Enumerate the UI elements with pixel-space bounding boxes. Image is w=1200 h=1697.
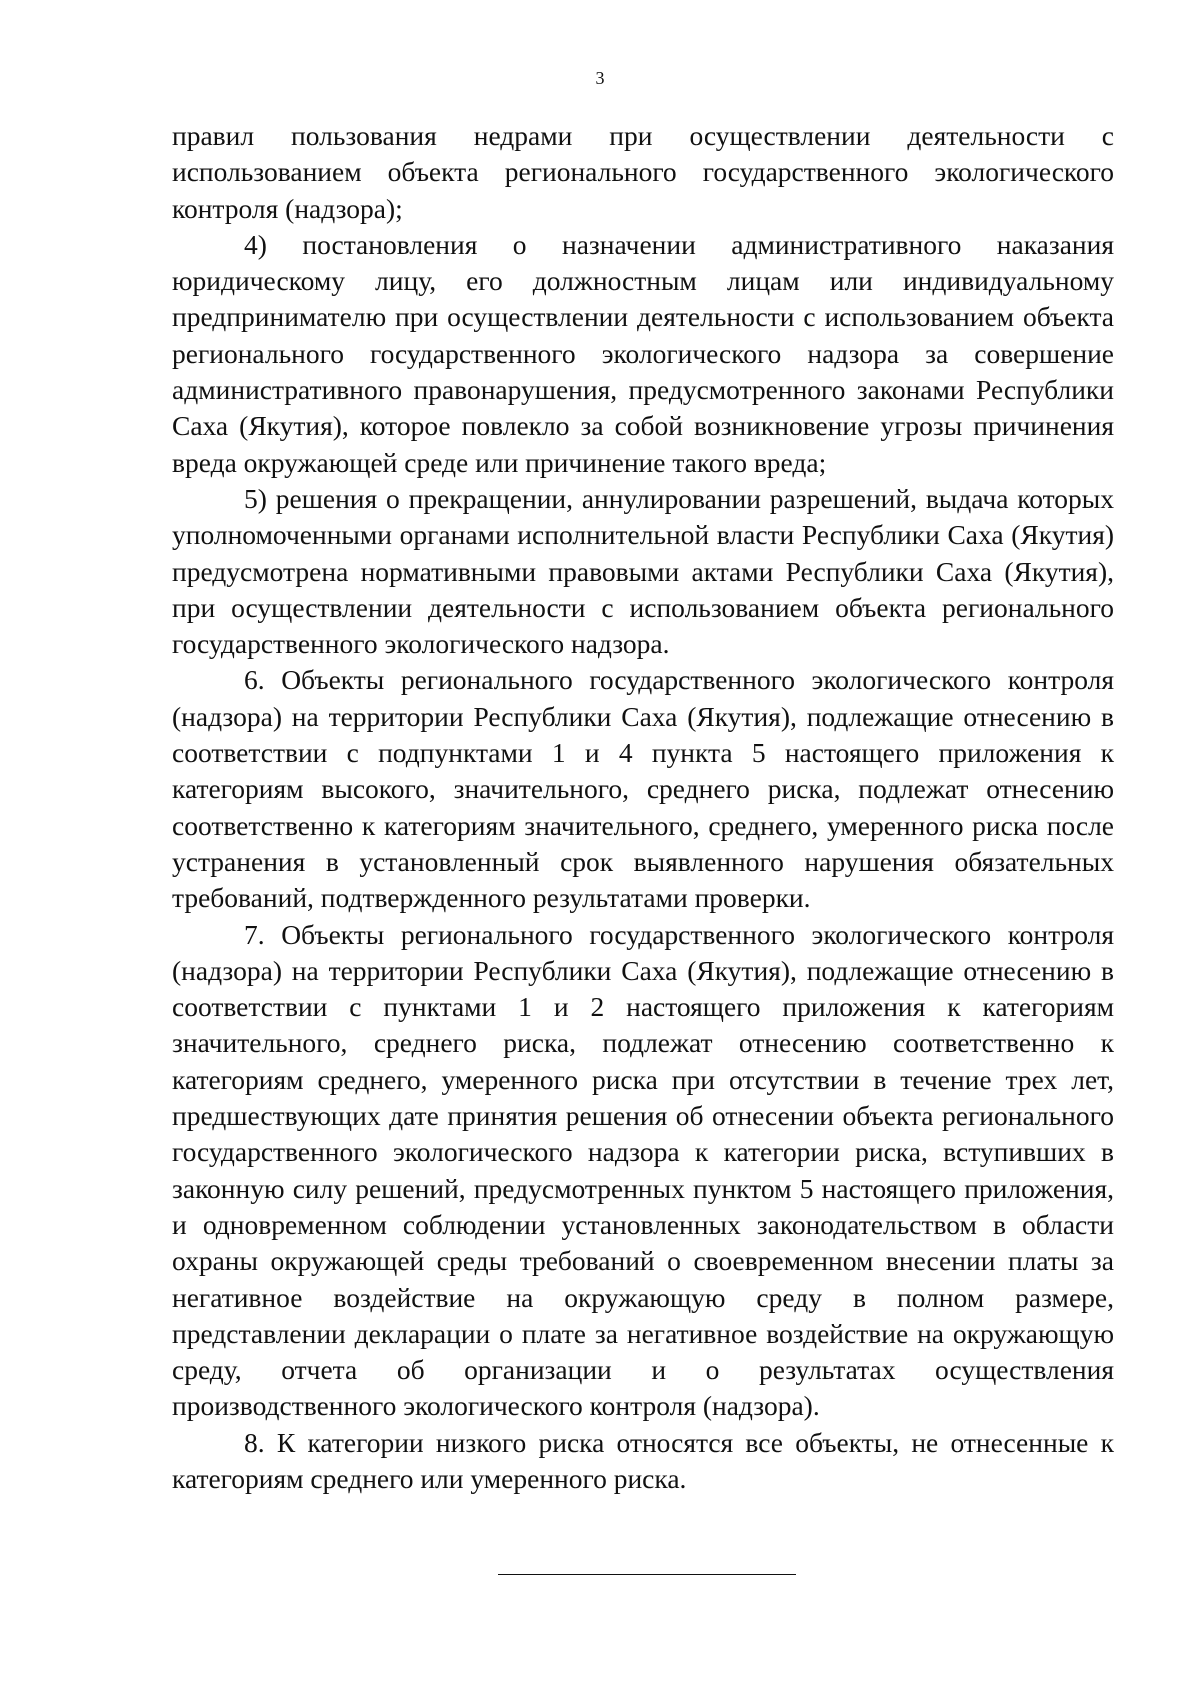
paragraph-point-8: 8. К категории низкого риска относятся все объекты, не отнесенные к категориям среднего или умеренного риска.: [172, 1426, 1114, 1494]
paragraph-continuation: правил пользования недрами при осуществлении деятельности с использованием объекта регионального государственного экологического контроля (надзора);: [172, 120, 1114, 224]
paragraph-point-6: 6. Объекты регионального государственного экологического контроля (надзора) на территории Республики Саха (Якутия), подлежащие отнесению в соответствии с подпунктами 1 и 4 пункта 5 настоящего приложения к категориям высокого, значительного, среднего риска, подлежат отнесению соответственно к категориям значительного, среднего, умеренного риска после устранения в установленный срок выявленного нарушения обязательных требований, подтвержденного результатами проверки.: [172, 664, 1114, 914]
page-number: 3: [595, 68, 605, 88]
document-body: [172, 118, 1114, 1497]
paragraph-point-7: 7. Объекты регионального государственного экологического контроля (надзора) на территории Республики Саха (Якутия), подлежащие отнесению в соответствии с пунктами 1 и 2 настоящего приложения к категориям значительного, среднего риска, подлежат отнесению соответственно к категориям среднего, умеренного риска при отсутствии в течение трех лет, предшествующих дате принятия решения об отнесении объекта регионального государственного экологического надзора к категории риска, вступивших в законную силу решений, предусмотренных пунктом 5 настоящего приложения, и одновременном соблюдении установленных законодательством в области охраны окружающей среды требований о своевременном внесении платы за негативное воздействие на окружающую среду в полном размере, представлении декларации о плате за негативное воздействие на окружающую среду, отчета об организации и о результатах осуществления производственного экологического контроля (надзора).: [172, 918, 1114, 1422]
end-of-document-rule: [498, 1574, 796, 1575]
paragraph-item-5: 5) решения о прекращении, аннулировании разрешений, выдача которых уполномоченными органами исполнительной власти Республики Саха (Якутия) предусмотрена нормативными правовыми актами Республики Саха (Якутия), при осуществлении деятельности с использованием объекта регионального государственного экологического надзора.: [172, 482, 1114, 660]
paragraph-item-4: 4) постановления о назначении административного наказания юридическому лицу, его должностным лицам или индивидуальному предпринимателю при осуществлении деятельности с использованием объекта регионального государственного экологического надзора за совершение административного правонарушения, предусмотренного законами Республики Саха (Якутия), которое повлекло за собой возникновение угрозы причинения вреда окружающей среде или причинение такого вреда;: [172, 228, 1114, 478]
